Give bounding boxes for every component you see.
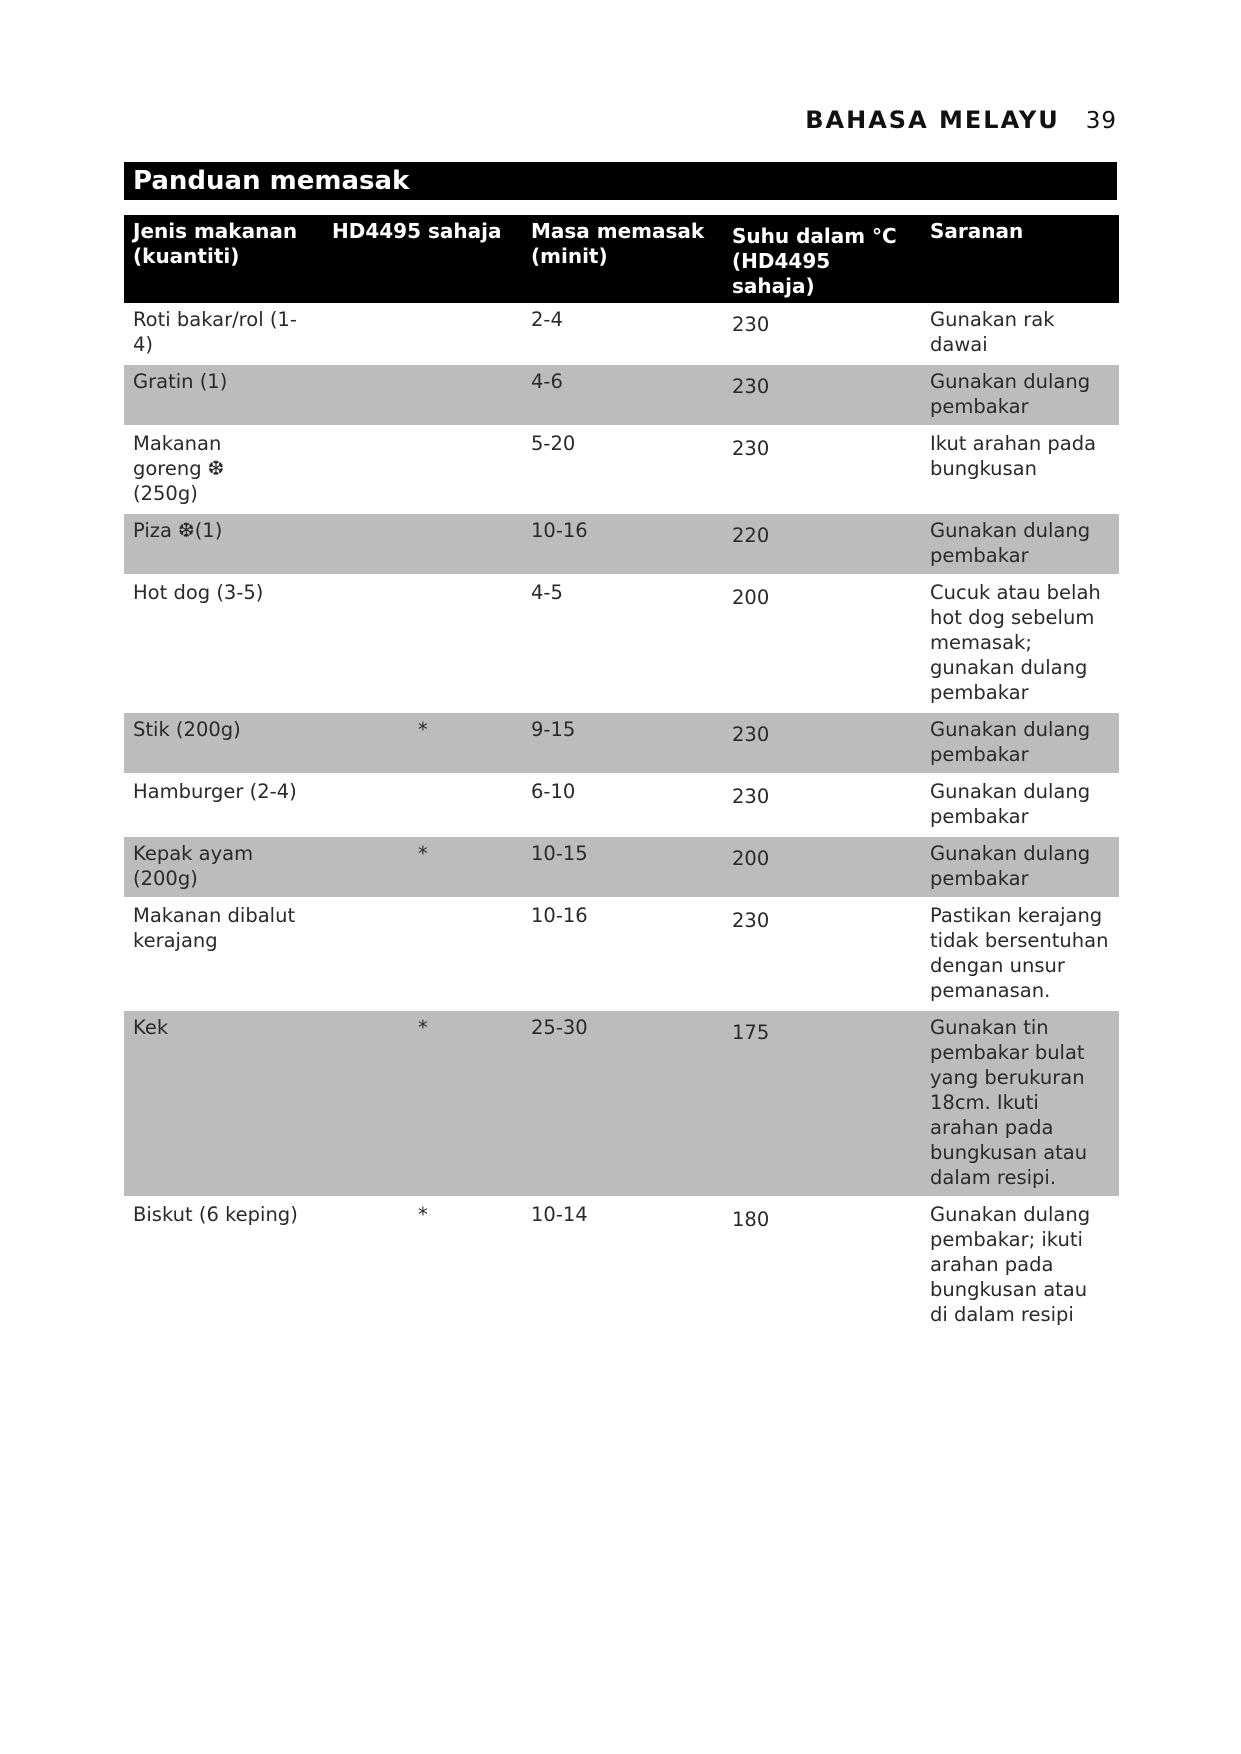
food-name: Biskut (6 keping) [133, 1203, 298, 1226]
table-row [124, 836, 1119, 898]
food-quantity: (1) [194, 519, 223, 542]
cell-hd4495 [323, 774, 522, 836]
cell-temperature: 230 [723, 303, 921, 364]
cell-food [124, 898, 323, 1010]
cell-hd4495 [323, 513, 522, 575]
cell-advice: Ikut arahan pada bungkusan [921, 426, 1119, 513]
cell-hd4495: * [323, 1010, 522, 1197]
food-name: Makanan goreng [133, 432, 222, 480]
cell-advice: Pastikan kerajang tidak bersentuhan dengan unsur pemanasan. [921, 898, 1119, 1010]
snowflake-icon: ❆ [207, 456, 225, 480]
cell-time: 6-10 [522, 774, 723, 836]
page-header [805, 106, 1117, 134]
cell-food [124, 836, 323, 898]
cell-advice: Gunakan dulang pembakar [921, 836, 1119, 898]
table-row [124, 575, 1119, 712]
cell-time: 10-14 [522, 1197, 723, 1334]
cell-time: 10-15 [522, 836, 723, 898]
food-name: Gratin (1) [133, 370, 228, 393]
food-name: Piza [133, 519, 172, 542]
cell-time: 2-4 [522, 303, 723, 364]
section-title: Panduan memasak [124, 162, 1117, 200]
food-name: Stik (200g) [133, 718, 241, 741]
table-row [124, 1197, 1119, 1334]
food-name: Hot dog (3-5) [133, 581, 264, 604]
cell-hd4495: * [323, 1197, 522, 1334]
cell-advice: Gunakan tin pembakar bulat yang berukuran 18cm. Ikuti arahan pada bungkusan atau dalam resipi. [921, 1010, 1119, 1197]
table-body [124, 303, 1119, 1334]
table-row [124, 513, 1119, 575]
cell-hd4495 [323, 575, 522, 712]
cell-temperature: 230 [723, 774, 921, 836]
cell-time: 25-30 [522, 1010, 723, 1197]
cell-hd4495 [323, 898, 522, 1010]
cell-temperature: 230 [723, 426, 921, 513]
cell-time: 9-15 [522, 712, 723, 774]
cell-advice: Gunakan rak dawai [921, 303, 1119, 364]
column-header-temperature: Suhu dalam °C (HD4495 sahaja) [723, 215, 921, 303]
cell-temperature: 180 [723, 1197, 921, 1334]
cell-food [124, 513, 323, 575]
table-header-row [124, 215, 1119, 303]
cell-hd4495 [323, 364, 522, 426]
cell-temperature: 200 [723, 575, 921, 712]
table-row [124, 898, 1119, 1010]
cell-temperature: 230 [723, 364, 921, 426]
column-header-advice: Saranan [921, 215, 1119, 303]
cell-food [124, 426, 323, 513]
cell-advice: Gunakan dulang pembakar [921, 712, 1119, 774]
cell-advice: Gunakan dulang pembakar; ikuti arahan pada bungkusan atau di dalam resipi [921, 1197, 1119, 1334]
cell-temperature: 230 [723, 898, 921, 1010]
cell-hd4495: * [323, 712, 522, 774]
food-name: Kepak ayam (200g) [133, 842, 254, 890]
food-name: Roti bakar/rol (1-4) [133, 308, 297, 356]
cell-time: 4-6 [522, 364, 723, 426]
cell-advice: Gunakan dulang pembakar [921, 364, 1119, 426]
table-row [124, 426, 1119, 513]
column-header-hd4495: HD4495 sahaja [323, 215, 522, 303]
table-row [124, 712, 1119, 774]
cell-temperature: 230 [723, 712, 921, 774]
cell-temperature: 220 [723, 513, 921, 575]
cell-food [124, 1197, 323, 1334]
cell-food [124, 364, 323, 426]
cell-time: 10-16 [522, 898, 723, 1010]
table-row [124, 364, 1119, 426]
cell-temperature: 175 [723, 1010, 921, 1197]
cell-hd4495: * [323, 836, 522, 898]
cell-temperature: 200 [723, 836, 921, 898]
food-name: Kek [133, 1016, 169, 1039]
table-row [124, 1010, 1119, 1197]
snowflake-icon: ❆ [177, 518, 195, 542]
column-header-time: Masa memasak (minit) [522, 215, 723, 303]
table-row [124, 774, 1119, 836]
column-header-food: Jenis makanan (kuantiti) [124, 215, 323, 303]
cell-hd4495 [323, 303, 522, 364]
cell-food [124, 303, 323, 364]
cell-hd4495 [323, 426, 522, 513]
cell-food [124, 575, 323, 712]
cell-food [124, 712, 323, 774]
cooking-guide-table [124, 215, 1119, 1335]
cell-advice: Cucuk atau belah hot dog sebelum memasak; gunakan dulang pembakar [921, 575, 1119, 712]
cell-time: 10-16 [522, 513, 723, 575]
food-quantity: (250g) [133, 482, 198, 505]
cell-time: 5-20 [522, 426, 723, 513]
food-name: Makanan dibalut kerajang [133, 904, 296, 952]
food-name: Hamburger (2-4) [133, 780, 297, 803]
cell-food [124, 774, 323, 836]
page-number: 39 [1085, 108, 1117, 134]
header-language: BAHASA MELAYU [805, 106, 1060, 134]
cell-advice: Gunakan dulang pembakar [921, 513, 1119, 575]
table-row [124, 303, 1119, 364]
cell-advice: Gunakan dulang pembakar [921, 774, 1119, 836]
cell-time: 4-5 [522, 575, 723, 712]
cell-food [124, 1010, 323, 1197]
